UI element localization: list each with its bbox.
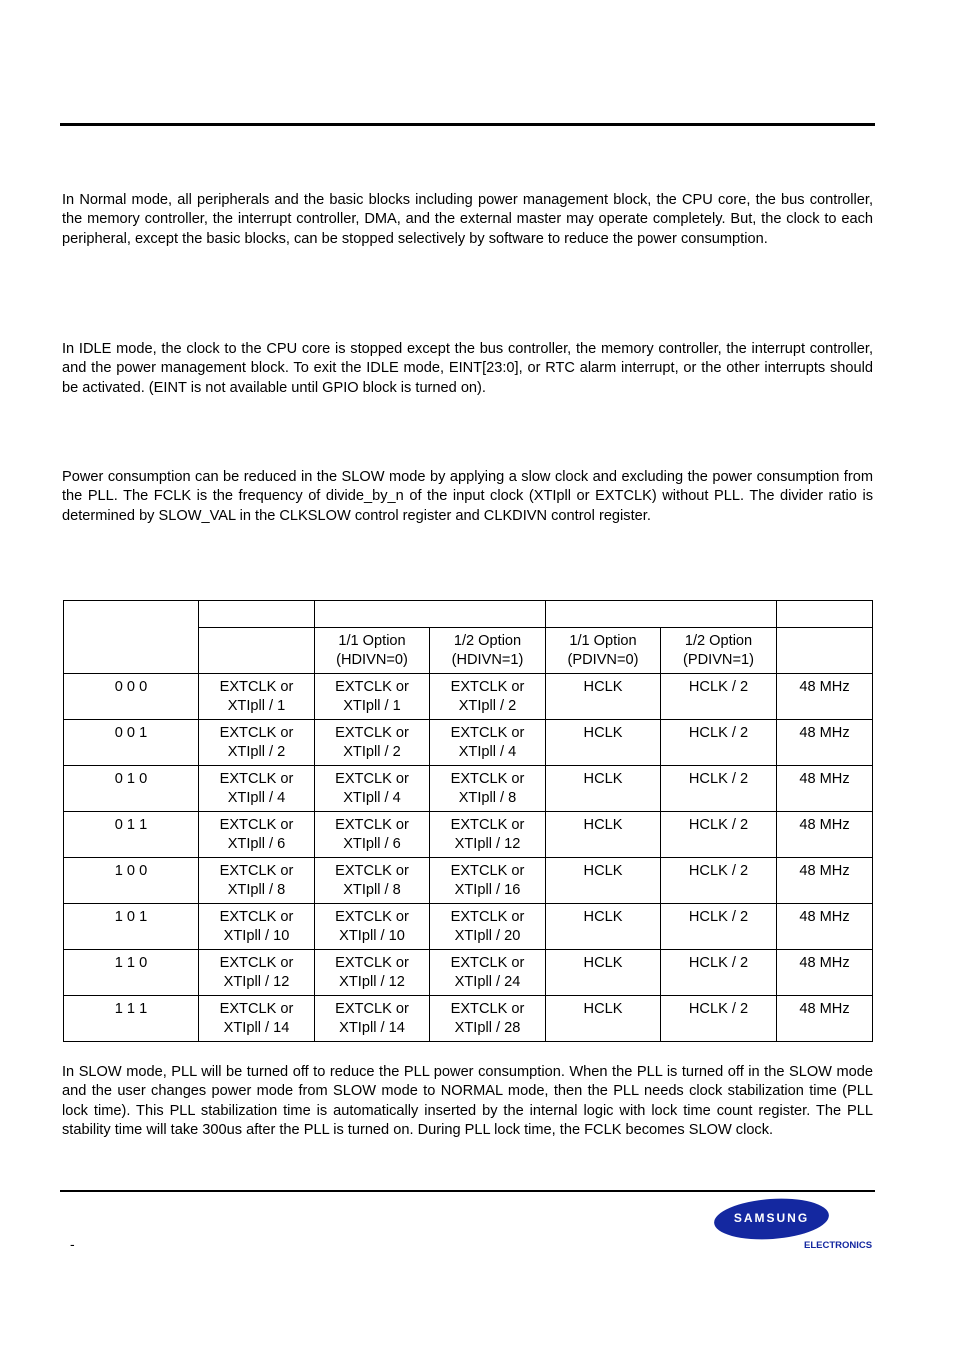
table-row	[64, 858, 873, 904]
slow-mode-pll-paragraph: In SLOW mode, PLL will be turned off to reduce the PLL power consumption. When the PLL is turned off in the SLOW mode and the user changes power mode from SLOW mode to NORMAL mode, then the PLL needs clock stabilization time (PLL lock time). This PLL stabilization time is automatically inserted by the internal logic with lock time count register. The PLL stability time will take 300us after the PLL is turned on. During PLL lock time, the FCLK becomes SLOW clock.	[62, 1064, 873, 1138]
cell-hclk-1-1: EXTCLK or XTIpll / 12	[315, 950, 430, 996]
header-cell-uclk	[777, 601, 873, 628]
cell-pclk-1-2: HCLK / 2	[661, 674, 777, 720]
cell-uclk: 48 MHz	[777, 720, 873, 766]
slow-mode-paragraph: Power consumption can be reduced in the SLOW mode by applying a slow clock and excluding the power consumption from the PLL. The FCLK is the frequency of divide_by_n of the input clock (XTIpll or EXTCLK) without PLL. The divider ratio is determined by SLOW_VAL in the CLKSLOW control register and CLKDIVN control register.	[62, 469, 873, 524]
cell-hclk-1-2: EXTCLK or XTIpll / 8	[430, 766, 546, 812]
subheader-hclk-1-1: 1/1 Option (HDIVN=0)	[315, 628, 430, 674]
cell-pclk-1-2: HCLK / 2	[661, 766, 777, 812]
table-row	[64, 950, 873, 996]
cell-hclk-1-1: EXTCLK or XTIpll / 6	[315, 812, 430, 858]
cell-pclk-1-2: HCLK / 2	[661, 904, 777, 950]
cell-hclk-1-1: EXTCLK or XTIpll / 1	[315, 674, 430, 720]
cell-hclk-1-2: EXTCLK or XTIpll / 24	[430, 950, 546, 996]
cell-slow-val: 0 0 1	[64, 720, 199, 766]
cell-pclk-1-1: HCLK	[546, 996, 661, 1042]
cell-fclk: EXTCLK or XTIpll / 8	[199, 858, 315, 904]
cell-pclk-1-2: HCLK / 2	[661, 812, 777, 858]
cell-fclk: EXTCLK or XTIpll / 6	[199, 812, 315, 858]
subheader-pclk-1-2: 1/2 Option (PDIVN=1)	[661, 628, 777, 674]
cell-uclk: 48 MHz	[777, 766, 873, 812]
cell-slow-val: 0 0 0	[64, 674, 199, 720]
logo-wordmark: SAMSUNG	[733, 1211, 810, 1225]
cell-slow-val: 0 1 1	[64, 812, 199, 858]
subheader-hclk-1-2: 1/2 Option (HDIVN=1)	[430, 628, 546, 674]
table-row	[64, 720, 873, 766]
table-header-row	[64, 601, 873, 628]
cell-slow-val: 1 0 0	[64, 858, 199, 904]
cell-pclk-1-2: HCLK / 2	[661, 996, 777, 1042]
subheader-pclk-1-1: 1/1 Option (PDIVN=0)	[546, 628, 661, 674]
cell-hclk-1-1: EXTCLK or XTIpll / 14	[315, 996, 430, 1042]
cell-fclk: EXTCLK or XTIpll / 4	[199, 766, 315, 812]
idle-mode-paragraph: In IDLE mode, the clock to the CPU core is stopped except the bus controller, the memory controller, the interrupt controller, and the power management block. To exit the IDLE mode, EINT[23:0], or RTC alarm interrupt, or the other interrupts should be activated. (EINT is not available until GPIO block is turned on).	[62, 341, 873, 396]
cell-slow-val: 1 0 1	[64, 904, 199, 950]
cell-fclk: EXTCLK or XTIpll / 1	[199, 674, 315, 720]
cell-fclk: EXTCLK or XTIpll / 12	[199, 950, 315, 996]
header-rule	[60, 123, 875, 126]
cell-hclk-1-1: EXTCLK or XTIpll / 10	[315, 904, 430, 950]
cell-uclk: 48 MHz	[777, 996, 873, 1042]
page-number: -	[70, 1236, 75, 1252]
cell-pclk-1-1: HCLK	[546, 858, 661, 904]
cell-pclk-1-1: HCLK	[546, 766, 661, 812]
cell-hclk-1-2: EXTCLK or XTIpll / 4	[430, 720, 546, 766]
cell-uclk: 48 MHz	[777, 904, 873, 950]
header-cell-pclk	[546, 601, 777, 628]
header-cell-fclk	[199, 601, 315, 628]
header-cell-slow-val	[64, 601, 199, 674]
subheader-cell-fclk	[199, 628, 315, 674]
cell-hclk-1-2: EXTCLK or XTIpll / 28	[430, 996, 546, 1042]
cell-uclk: 48 MHz	[777, 674, 873, 720]
cell-fclk: EXTCLK or XTIpll / 10	[199, 904, 315, 950]
cell-uclk: 48 MHz	[777, 858, 873, 904]
cell-slow-val: 1 1 0	[64, 950, 199, 996]
logo-subtitle: ELECTRONICS	[804, 1240, 873, 1251]
table-row	[64, 674, 873, 720]
cell-hclk-1-2: EXTCLK or XTIpll / 20	[430, 904, 546, 950]
cell-hclk-1-2: EXTCLK or XTIpll / 2	[430, 674, 546, 720]
footer-rule	[60, 1190, 875, 1192]
cell-uclk: 48 MHz	[777, 950, 873, 996]
cell-hclk-1-2: EXTCLK or XTIpll / 16	[430, 858, 546, 904]
table-row	[64, 812, 873, 858]
cell-fclk: EXTCLK or XTIpll / 14	[199, 996, 315, 1042]
cell-pclk-1-2: HCLK / 2	[661, 950, 777, 996]
table-row	[64, 904, 873, 950]
cell-fclk: EXTCLK or XTIpll / 2	[199, 720, 315, 766]
cell-uclk: 48 MHz	[777, 812, 873, 858]
header-cell-hclk	[315, 601, 546, 628]
normal-mode-paragraph: In Normal mode, all peripherals and the basic blocks including power management block, the CPU core, the bus controller, the memory controller, the interrupt controller, DMA, and the external master may operate completely. But, the clock to each peripheral, except the basic blocks, can be stopped selectively by software to reduce the power consumption.	[62, 192, 873, 247]
subheader-cell-uclk	[777, 628, 873, 674]
slow-clock-divider-table	[63, 600, 873, 1042]
cell-slow-val: 1 1 1	[64, 996, 199, 1042]
cell-pclk-1-1: HCLK	[546, 720, 661, 766]
table-row	[64, 996, 873, 1042]
table-row	[64, 766, 873, 812]
cell-pclk-1-1: HCLK	[546, 812, 661, 858]
cell-pclk-1-1: HCLK	[546, 904, 661, 950]
cell-hclk-1-1: EXTCLK or XTIpll / 2	[315, 720, 430, 766]
cell-pclk-1-2: HCLK / 2	[661, 858, 777, 904]
samsung-logo	[714, 1199, 874, 1255]
cell-hclk-1-1: EXTCLK or XTIpll / 4	[315, 766, 430, 812]
cell-pclk-1-1: HCLK	[546, 950, 661, 996]
cell-hclk-1-1: EXTCLK or XTIpll / 8	[315, 858, 430, 904]
cell-pclk-1-1: HCLK	[546, 674, 661, 720]
cell-pclk-1-2: HCLK / 2	[661, 720, 777, 766]
cell-hclk-1-2: EXTCLK or XTIpll / 12	[430, 812, 546, 858]
cell-slow-val: 0 1 0	[64, 766, 199, 812]
